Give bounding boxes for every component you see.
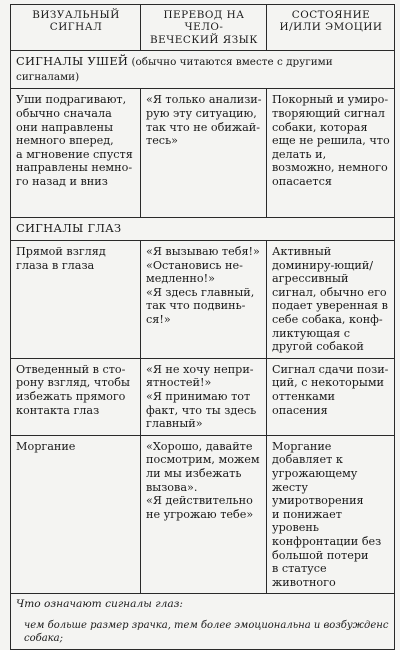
footer-row [11,594,395,650]
cell-signal: Отведенный в сто-рону взгляд, чтобы избежать прямого контакта глаз [11,358,141,435]
footer-text: чем больше размер зрачка, тем более эмоциональна и возбужденс собака; [24,620,389,645]
section-eyes-heading: СИГНАЛЫ ГЛАЗ [16,221,122,236]
table-row [11,435,395,594]
table-row [11,89,395,218]
header-visual-signal: ВИЗУАЛЬНЫЙ СИГНАЛ [11,5,141,51]
table-header-row [11,5,395,51]
cell-signal: Прямой взгляд глаза в глаза [11,241,141,359]
header-state-emotions: СОСТОЯНИЕ И/ИЛИ ЭМОЦИИ [267,5,395,51]
footer-note [11,594,395,650]
cell-state: Активный доминиру-ющий/агрессивный сигнал, обычно его подает уверенная в себе собака, конф-ликтующая с другой собакой [267,241,395,359]
section-ears-heading: СИГНАЛЫ УШЕЙ [16,54,129,69]
cell-state: Моргание добавляет к угрожающему жесту умиротворения и понижает уровень конфронтации без большой потери в статусе животного [267,435,395,594]
section-row-ears [11,51,395,89]
section-row-eyes [11,218,395,241]
table-row [11,241,395,359]
cell-translation: «Я вызываю тебя!» «Остановись не-медленно!» «Я здесь главный, так что подвинь-ся!» [141,241,267,359]
section-ears-note: (обычно читаются вместе с другими сигналами) [16,56,333,83]
cell-state: Сигнал сдачи пози-ций, с некоторыми оттенками опасения [267,358,395,435]
cell-state: Покорный и умиро-творяющий сигнал собаки, которая еще не решила, что делать и, возможно, немного опасается [267,89,395,218]
cell-translation: «Хорошо, давайте посмотрим, можем ли мы избежать вызова». «Я действительно не угрожаю тебе» [141,435,267,594]
footer-title: Что означают сигналы глаз: [16,598,183,611]
section-eyes-title [11,218,395,241]
cell-translation: «Я не хочу непри-ятностей!» «Я принимаю тот факт, что ты здесь главный» [141,358,267,435]
cell-signal: Моргание [11,435,141,594]
cell-signal: Уши подрагивают, обычно сначала они направлены немного вперед, а мгновение спустя направлены немно-го назад и вниз [11,89,141,218]
table-row [11,358,395,435]
dog-signals-table [10,4,395,650]
cell-translation: «Я только анализи-рую эту ситуацию, так что не обижай-тесь» [141,89,267,218]
section-ears-title [11,51,395,89]
header-translation: ПЕРЕВОД НА ЧЕЛО- ВЕЧЕСКИЙ ЯЗЫК [141,5,267,51]
